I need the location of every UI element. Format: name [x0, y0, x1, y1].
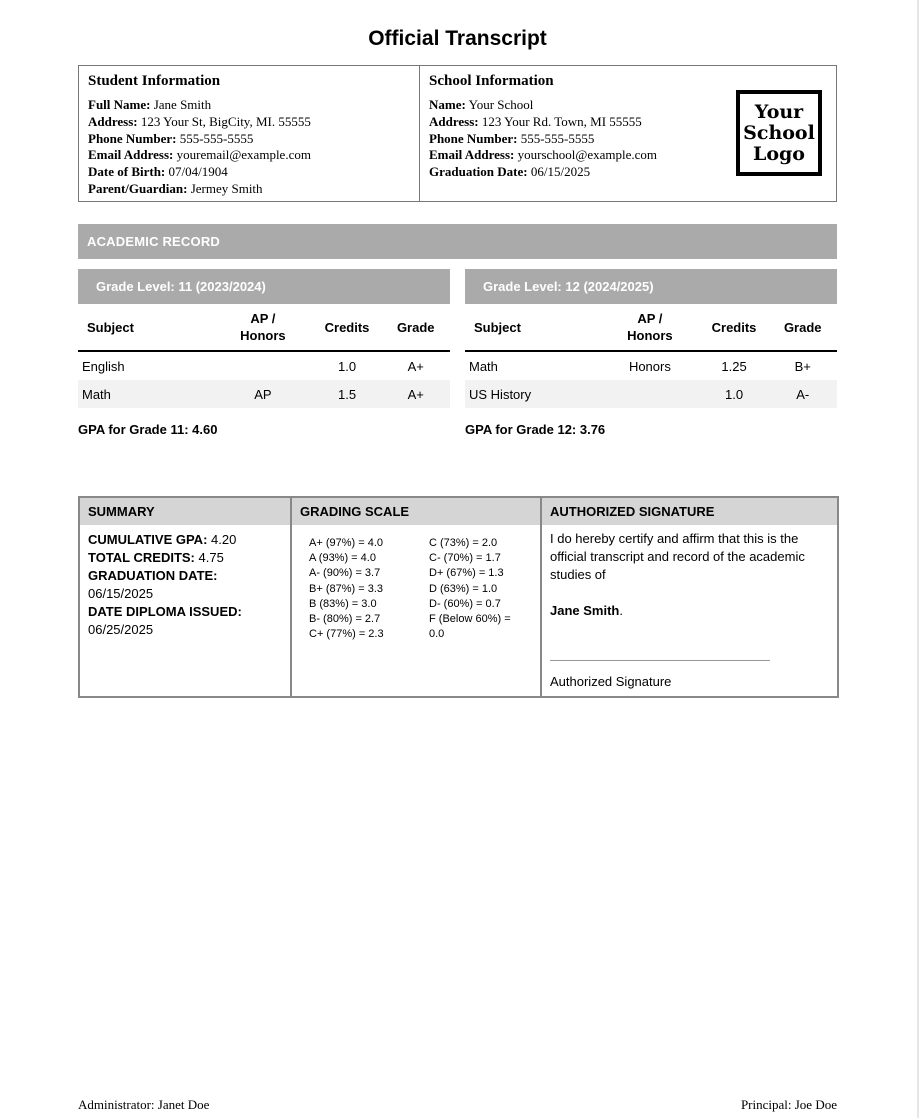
- col-ap-honors: AP / Honors: [213, 304, 312, 351]
- student-email: Email Address: youremail@example.com: [88, 147, 311, 163]
- grade-11-panel: [78, 269, 450, 408]
- school-logo: Your School Logo: [736, 90, 822, 176]
- grade-12-table: [465, 304, 837, 408]
- graduation-date-label: GRADUATION DATE:: [88, 568, 218, 583]
- signature-line: [550, 660, 770, 661]
- academic-record-banner: ACADEMIC RECORD: [78, 224, 837, 259]
- student-guardian: Parent/Guardian: Jermey Smith: [88, 180, 263, 196]
- total-credits: TOTAL CREDITS: 4.75: [88, 550, 224, 565]
- col-subject: Subject: [78, 304, 213, 351]
- summary-heading: SUMMARY: [80, 498, 290, 525]
- certified-student-name: Jane Smith.: [550, 603, 623, 618]
- school-info-heading: School Information: [429, 73, 554, 89]
- grade-11-heading: Grade Level: 11 (2023/2024): [78, 269, 450, 304]
- signature-heading: AUTHORIZED SIGNATURE: [542, 498, 837, 525]
- signature-label: Authorized Signature: [550, 674, 672, 689]
- col-grade: Grade: [768, 304, 837, 351]
- col-credits: Credits: [313, 304, 382, 351]
- grade-12-panel: [465, 269, 837, 408]
- school-information: [420, 66, 836, 201]
- student-full-name: Full Name: Jane Smith: [88, 97, 212, 112]
- grading-scale-col-1: A+ (97%) = 4.0 A (93%) = 4.0 A- (90%) = 3.7 B+ (87%) = 3.3 B (83%) = 3.0 B- (80%) = 2.7 C+ (77%) = 2.3: [309, 537, 384, 641]
- grading-scale-heading: GRADING SCALE: [292, 498, 540, 525]
- grade-12-heading: Grade Level: 12 (2024/2025): [465, 269, 837, 304]
- summary-section: [78, 496, 839, 698]
- student-address: Address: 123 Your St, BigCity, MI. 55555: [88, 113, 311, 129]
- grade-12-gpa: GPA for Grade 12: 3.76: [465, 422, 606, 437]
- page-title: Official Transcript: [368, 27, 547, 50]
- school-name: Name: Your School: [429, 97, 534, 112]
- col-subject: Subject: [465, 304, 600, 351]
- table-row: English 1.0 A+: [78, 351, 450, 380]
- student-info-heading: Student Information: [88, 73, 221, 89]
- student-information: [79, 66, 420, 201]
- table-row: Math AP 1.5 A+: [78, 380, 450, 408]
- grading-scale-body: [292, 525, 540, 642]
- grading-scale-column: [292, 498, 542, 696]
- signature-column: [542, 498, 837, 696]
- student-phone: Phone Number: 555-555-5555: [88, 130, 254, 146]
- summary-body: [80, 525, 290, 639]
- grading-scale-col-2: C (73%) = 2.0 C- (70%) = 1.7 D+ (67%) = 1.3 D (63%) = 1.0 D- (60%) = 0.7 F (Below 60%) = 0.0: [429, 537, 511, 641]
- diploma-issued-label: DATE DIPLOMA ISSUED:: [88, 604, 242, 619]
- col-credits: Credits: [700, 304, 769, 351]
- table-header-row: [78, 304, 450, 351]
- grade-11-table: [78, 304, 450, 408]
- school-email: Email Address: yourschool@example.com: [429, 147, 658, 163]
- cumulative-gpa: CUMULATIVE GPA: 4.20: [88, 532, 237, 547]
- table-row: US History 1.0 A-: [465, 380, 837, 408]
- summary-column: [80, 498, 292, 696]
- col-ap-honors: AP / Honors: [600, 304, 699, 351]
- table-header-row: [465, 304, 837, 351]
- diploma-issued-value: 06/25/2025: [88, 622, 154, 637]
- table-row: Math Honors 1.25 B+: [465, 351, 837, 380]
- grade-11-gpa: GPA for Grade 11: 4.60: [78, 422, 218, 437]
- school-phone: Phone Number: 555-555-5555: [429, 130, 595, 146]
- signature-body: [542, 525, 837, 695]
- graduation-date-value: 06/15/2025: [88, 586, 154, 601]
- student-dob: Date of Birth: 07/04/1904: [88, 164, 228, 180]
- certification-statement: I do hereby certify and affirm that this is the official transcript and record of the academic studies of: [550, 531, 805, 582]
- principal-footer: Principal: Joe Doe: [740, 1097, 837, 1112]
- info-box: [78, 65, 837, 202]
- col-grade: Grade: [381, 304, 450, 351]
- school-address: Address: 123 Your Rd. Town, MI 55555: [429, 113, 642, 129]
- school-graduation-date: Graduation Date: 06/15/2025: [429, 164, 591, 180]
- administrator-footer: Administrator: Janet Doe: [78, 1097, 210, 1112]
